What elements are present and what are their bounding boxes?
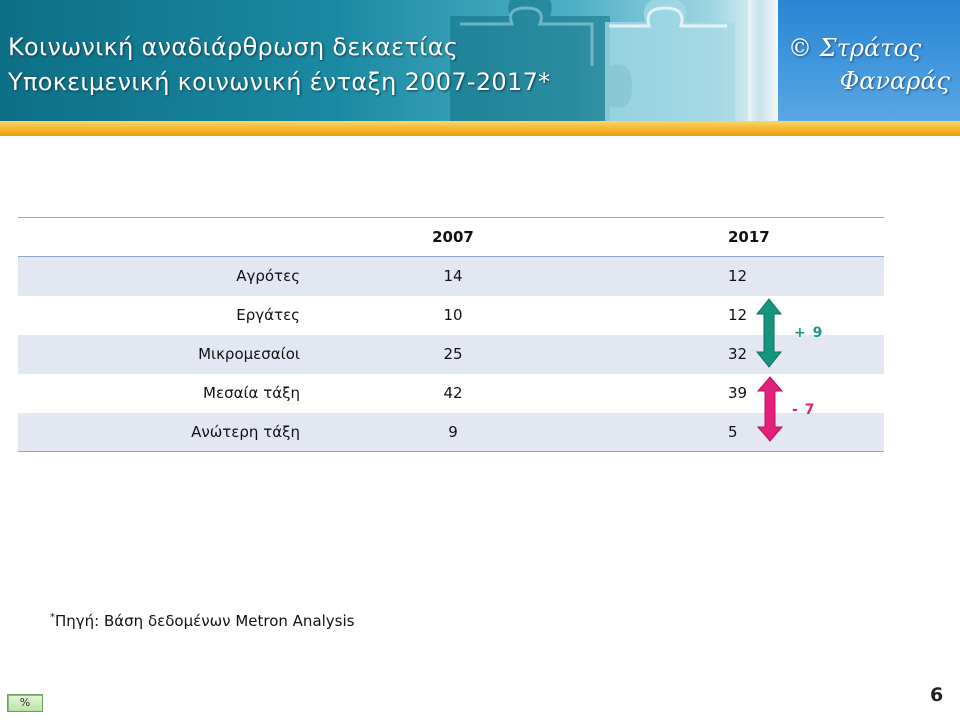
title-line-1: Κοινωνική αναδιάρθρωση δεκαετίας — [8, 33, 459, 61]
header-banner — [0, 0, 960, 121]
table-row — [18, 413, 884, 452]
header-2017: 2017 — [728, 228, 770, 246]
table-row — [18, 257, 884, 296]
double-arrow-increase-icon — [756, 298, 782, 368]
value-2007: 10 — [443, 306, 463, 324]
orange-divider-bar — [0, 121, 960, 136]
row-label: Εργάτες — [236, 306, 300, 324]
table-header-row — [18, 218, 884, 257]
value-2017: 39 — [728, 384, 748, 402]
table-row — [18, 296, 884, 335]
author-line-2: Φαναράς — [839, 67, 950, 95]
table-row — [18, 374, 884, 413]
value-2007: 42 — [443, 384, 463, 402]
class-comparison-table — [18, 217, 884, 452]
banner-separator — [748, 0, 778, 121]
value-2017: 32 — [728, 345, 748, 363]
title-line-2: Υποκειμενική κοινωνική ένταξη 2007-2017* — [8, 68, 551, 96]
value-2017: 5 — [728, 422, 738, 441]
double-arrow-decrease-icon — [757, 376, 783, 442]
value-2007: 9 — [448, 422, 458, 441]
source-note — [50, 612, 354, 630]
row-label: Μικρομεσαίοι — [198, 345, 300, 363]
value-2007: 14 — [443, 267, 463, 286]
value-2007: 25 — [443, 345, 463, 363]
slide-title — [8, 30, 550, 100]
footnote-mark: * — [50, 612, 55, 623]
author-credit — [788, 32, 950, 98]
value-2017: 12 — [728, 306, 748, 324]
increase-label: + 9 — [794, 325, 824, 341]
decrease-label: - 7 — [792, 402, 816, 418]
percent-button[interactable]: % — [7, 694, 43, 712]
author-line-1: © Στράτος — [788, 34, 922, 62]
header-blank — [18, 218, 300, 257]
value-2017: 12 — [728, 267, 748, 286]
puzzle-piece-icon — [595, 0, 755, 121]
row-label: Αγρότες — [236, 267, 300, 286]
source-text: Πηγή: Βάση δεδομένων Metron Analysis — [55, 612, 355, 630]
table-row — [18, 335, 884, 374]
row-label: Μεσαία τάξη — [203, 384, 300, 402]
page-number: 6 — [930, 684, 944, 706]
header-2007: 2007 — [432, 228, 474, 246]
row-label: Ανώτερη τάξη — [191, 422, 300, 441]
